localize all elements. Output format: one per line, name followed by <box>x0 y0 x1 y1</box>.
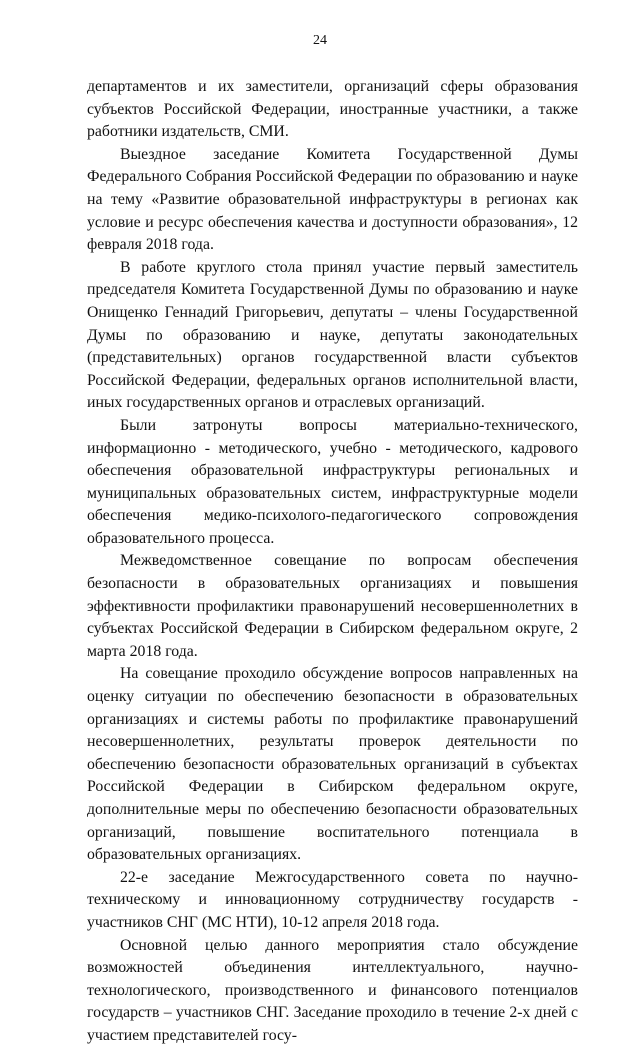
paragraph-3: В работе круглого стола принял участие первый заместитель председателя Комитета Государственной Думы по образованию и науке Онищенко Геннадий Григорьевич, депутаты – члены Государственной Думы по образованию и науке, депутаты законодательных (представительных) органов государственной власти субъектов Российской Федерации, федеральных органов исполнительной власти, иных государственных органов и отраслевых организаций. <box>87 258 578 412</box>
paragraph-1: департаментов и их заместители, организаций сферы образования субъектов Российской Федерации, иностранные участники, а также работники издательств, СМИ. <box>87 78 578 141</box>
paragraph-2: Выездное заседание Комитета Государственной Думы Федерального Собрания Российской Федерации по образованию и науке на тему «Развитие образовательной инфраструктуры в регионах как условие и ресурс обеспечения качества и доступности образования», 12 февраля 2018 года. <box>87 145 578 254</box>
paragraph-4: Были затронуты вопросы материально-технического, информационно - методического, учебно - методического, кадрового обеспечения образовательной инфраструктуры региональных и муниципальных образовательных систем, инфраструктурные модели обеспечения медико-психолого-педагогического сопровождения образовательного процесса. <box>87 416 578 547</box>
paragraph-6: На совещание проходило обсуждение вопросов направленных на оценку ситуации по обеспечению безопасности в образовательных организациях и системы работы по профилактике правонарушений несовершеннолетних, результаты проверок деятельности по обеспечению безопасности образовательных организаций в субъектах Российской Федерации в Сибирском федеральном округе, дополнительные меры по обеспечению безопасности образовательных организаций, повышение воспитательного потенциала в образовательных организациях. <box>87 665 578 864</box>
page-number: 24 <box>313 33 327 48</box>
paragraph-8: Основной целью данного мероприятия стало обсуждение возможностей объединения интеллектуального, научно-технологического, производственного и финансового потенциалов государств – участников СНГ. Заседание проходило в течение 2-х дней с участием представителей госу- <box>87 936 578 1044</box>
paragraph-7: 22-е заседание Межгосударственного совета по научно-техническому и инновационному сотрудничеству государств - участников СНГ (МС НТИ), 10-12 апреля 2018 года. <box>87 868 578 931</box>
body-text <box>87 76 578 1048</box>
paragraph-5: Межведомственное совещание по вопросам обеспечения безопасности в образовательных организациях и повышения эффективности профилактики правонарушений несовершеннолетних в субъектах Российской Федерации в Сибирском федеральном округе, 2 марта 2018 года. <box>87 552 578 660</box>
